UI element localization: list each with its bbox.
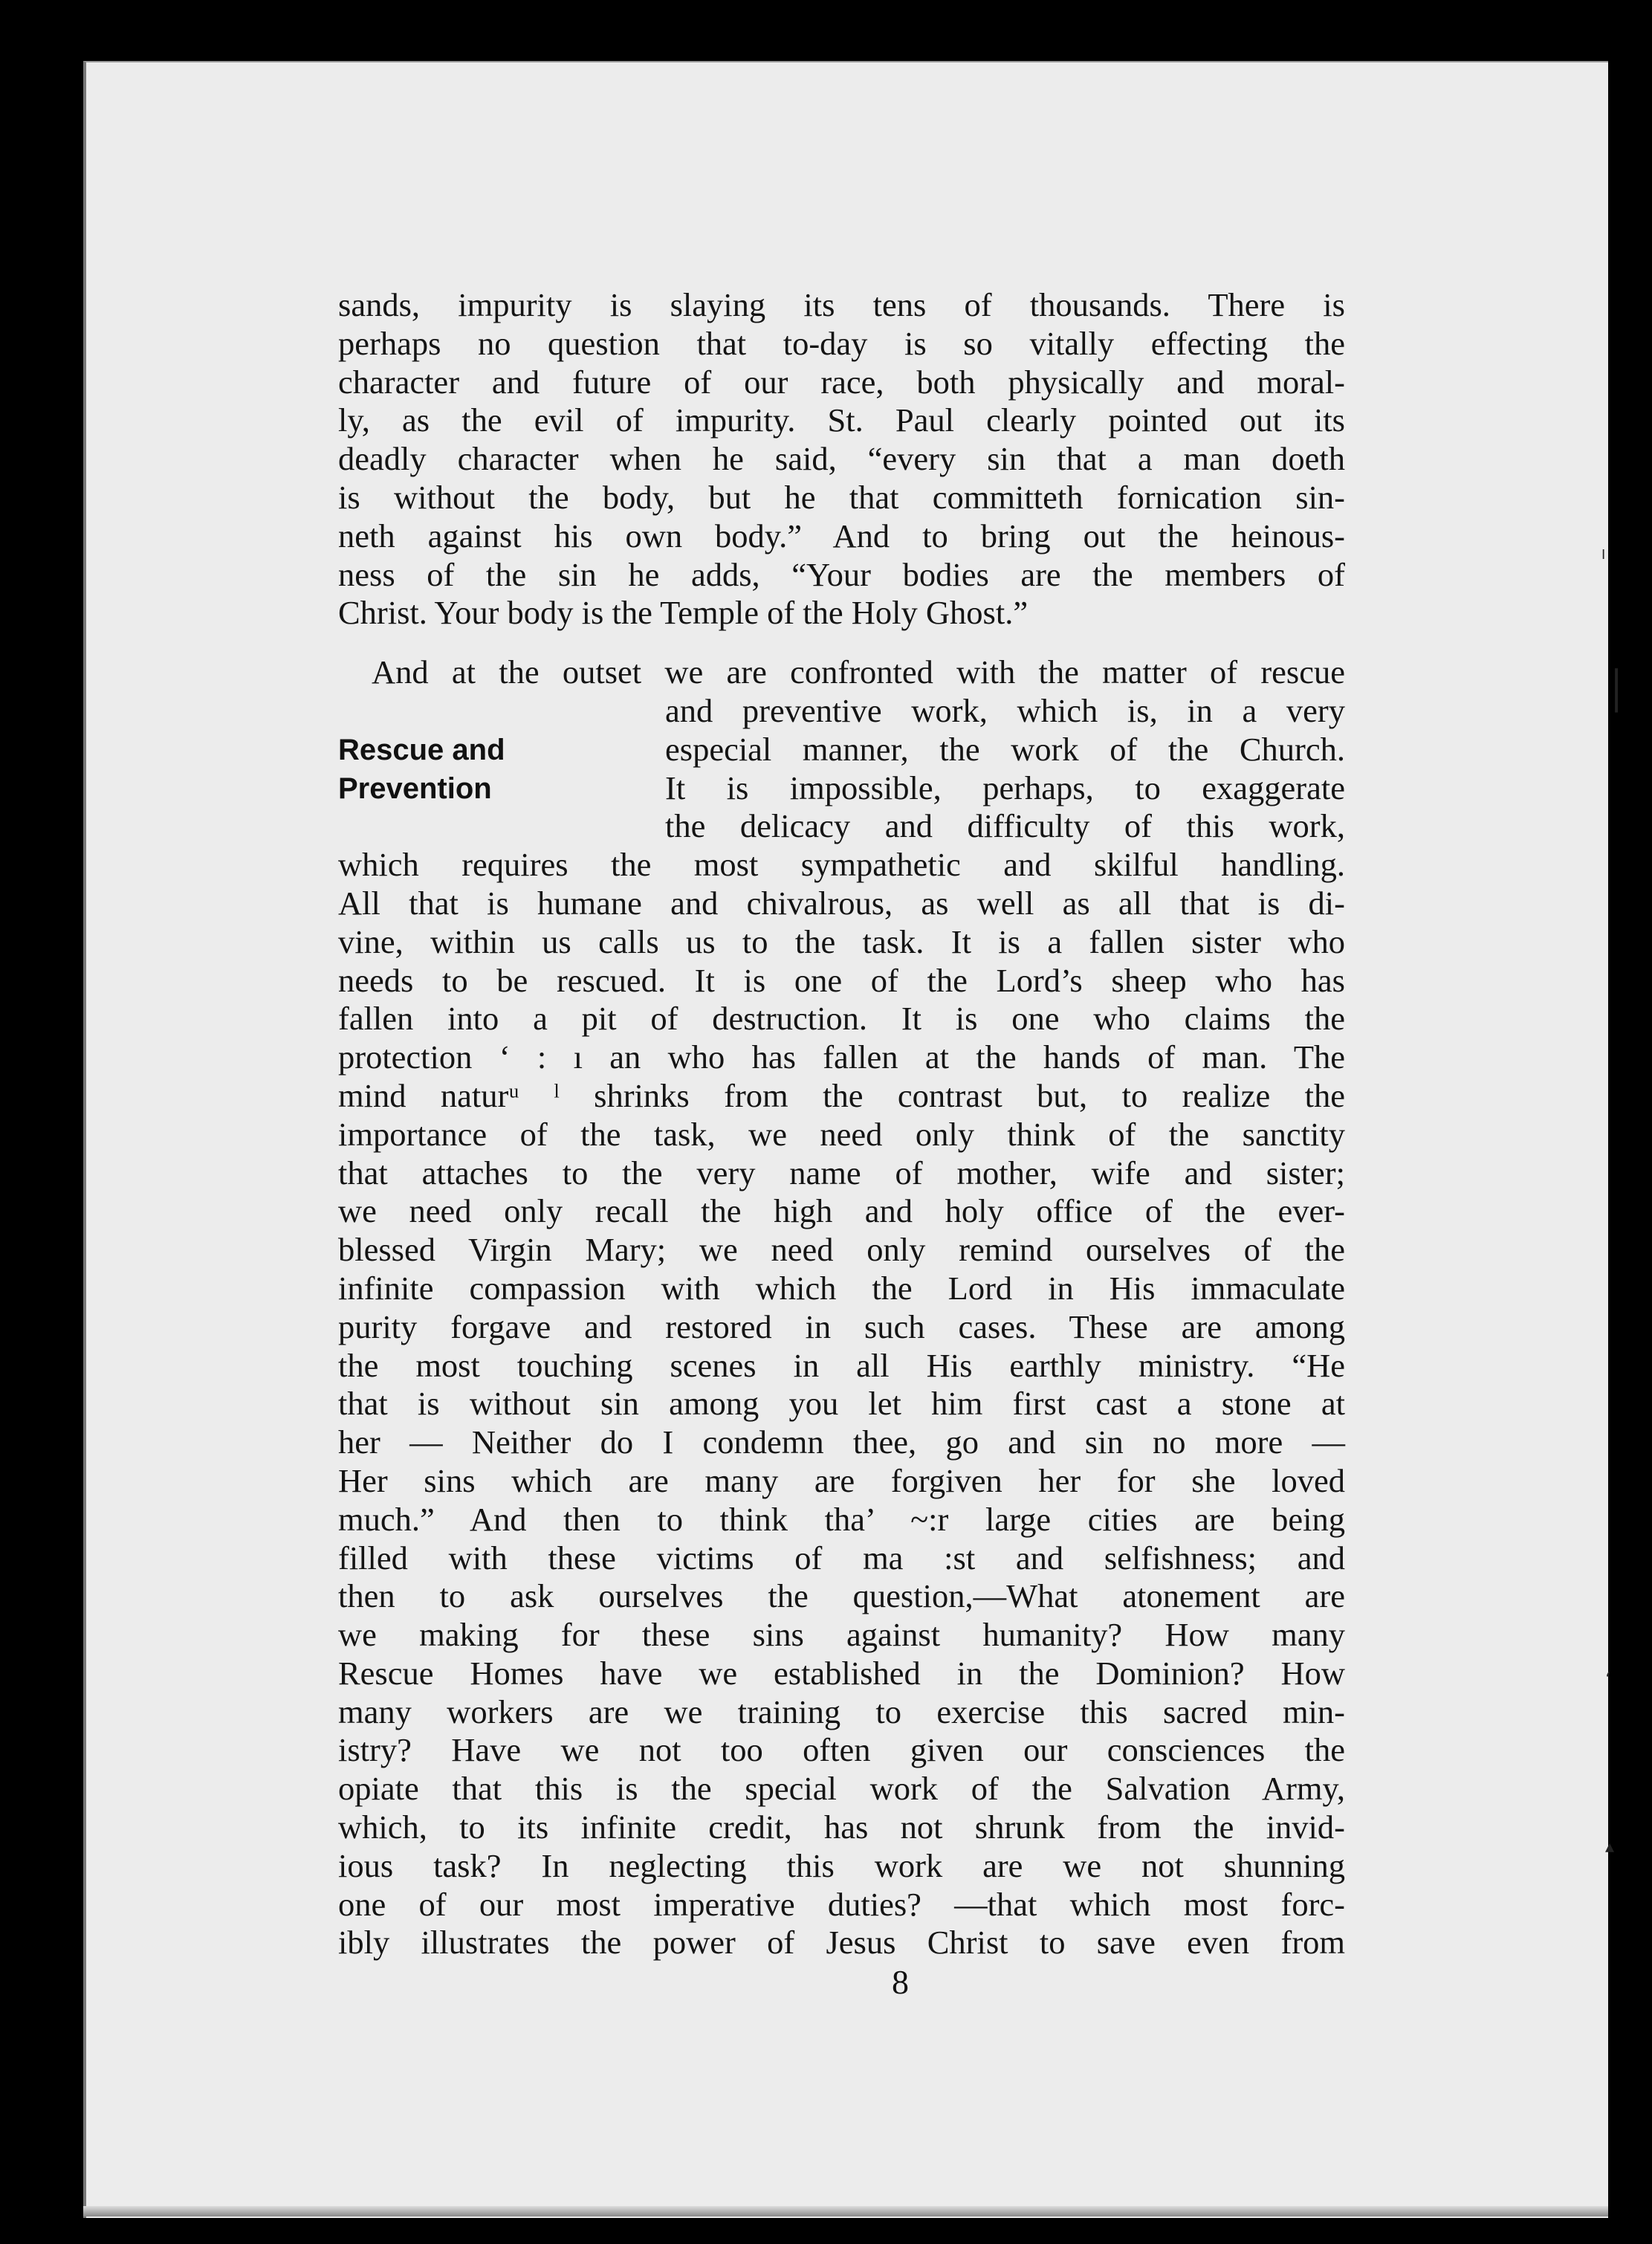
sidenote-adjacent-text	[665, 692, 1345, 846]
scan-margin-mark: ʻ	[1605, 1669, 1612, 1691]
text-line: Christ. Your body is the Temple of the Holy Ghost.”	[338, 594, 1029, 632]
text-line: infinite compassion with which the Lord in His immaculate	[338, 1269, 1345, 1307]
text-line: purity forgave and restored in such cases. These are among	[338, 1307, 1345, 1345]
text-line: ly, as the evil of impurity. St. Paul clearly pointed out its	[338, 401, 1345, 439]
text-line: we need only recall the high and holy office of the ever-	[338, 1192, 1345, 1230]
text-line: her — Neither do I condemn thee, go and sin no more —	[338, 1423, 1345, 1461]
scan-border	[1608, 45, 1652, 2244]
paragraph-2	[338, 653, 1345, 1962]
text-line: is without the body, but he that committeth fornication sin-	[338, 478, 1345, 516]
sidenote-block	[338, 692, 1345, 846]
text-line: ious task? In neglecting this work are we not shunning	[338, 1846, 1345, 1884]
text-line: istry? Have we not too often given our consciences the	[338, 1731, 1345, 1769]
paragraph-1	[338, 286, 1345, 633]
text-line: And at the outset we are confronted with the matter of rescue	[372, 653, 1345, 691]
text-line: blessed Virgin Mary; we need only remind ourselves of the	[338, 1231, 1345, 1269]
text-line: vine, within us calls us to the task. It is a fallen sister who	[338, 922, 1345, 960]
text-line: fallen into a pit of destruction. It is one who claims the	[338, 1000, 1345, 1038]
text-line: especial manner, the work of the Church.	[665, 730, 1345, 768]
text-line: which requires the most sympathetic and skilful handling.	[338, 846, 1345, 884]
text-line: we making for these sins against humanity? How many	[338, 1616, 1345, 1654]
text-line: the delicacy and difficulty of this work,	[665, 807, 1345, 845]
text-line: importance of the task, we need only think of the sanctity	[338, 1115, 1345, 1153]
page-number: 8	[892, 1963, 909, 2001]
text-line: sands, impurity is slaying its tens of thousands. There is	[338, 286, 1345, 323]
sidenote-line: Prevention	[338, 772, 492, 805]
text-line: protection ‘ : ı an who has fallen at the hands of man. The	[338, 1038, 1345, 1076]
text-line: mind naturᵘ ˡ shrinks from the contrast but, to realize the	[338, 1076, 1345, 1114]
text-line: ibly illustrates the power of Jesus Christ to save even from	[338, 1924, 1345, 1962]
text-line: Her sins which are many are forgiven her for she loved	[338, 1461, 1345, 1499]
scan-margin-mark: ˡ	[1601, 546, 1605, 572]
sidenote-line: Rescue and	[338, 733, 505, 766]
page-bottom-edge	[83, 2206, 1608, 2216]
text-line: It is impossible, perhaps, to exaggerate	[665, 769, 1345, 806]
text-line: All that is humane and chivalrous, as well as all that is di-	[338, 884, 1345, 922]
sidenote-heading	[338, 692, 665, 846]
body-text	[338, 286, 1345, 1962]
text-line: which, to its infinite credit, has not shrunk from the invid-	[338, 1808, 1345, 1846]
text-line: one of our most imperative duties? —that which most forc-	[338, 1885, 1345, 1923]
text-line: the most touching scenes in all His earthly ministry. “He	[338, 1346, 1345, 1384]
text-line: opiate that this is the special work of the Salvation Army,	[338, 1770, 1345, 1808]
text-line: needs to be rescued. It is one of the Lord’s sheep who has	[338, 961, 1345, 999]
text-line: much.” And then to think tha’ ~:r large cities are being	[338, 1500, 1345, 1538]
text-line: perhaps no question that to-day is so vitally effecting the	[338, 324, 1345, 362]
scan-margin-mark: ▴	[1605, 1836, 1615, 1857]
text-line: then to ask ourselves the question,—What atonement are	[338, 1577, 1345, 1615]
text-line: filled with these victims of ma :st and selfishness; and	[338, 1539, 1345, 1577]
text-line: many workers are we training to exercise this sacred min-	[338, 1692, 1345, 1730]
text-line: that is without sin among you let him first cast a stone at	[338, 1385, 1345, 1423]
text-line: that attaches to the very name of mother, wife and sister;	[338, 1154, 1345, 1191]
text-line: neth against his own body.” And to bring out the heinous-	[338, 517, 1345, 554]
scan-margin-mark: │	[1605, 669, 1628, 712]
text-line: Rescue Homes have we established in the Dominion? How	[338, 1654, 1345, 1692]
text-line: deadly character when he said, “every sin that a man doeth	[338, 440, 1345, 478]
text-line: character and future of our race, both physically and moral-	[338, 363, 1345, 401]
text-line: ness of the sin he adds, “Your bodies are the members of	[338, 555, 1345, 593]
text-line: and preventive work, which is, in a very	[665, 691, 1345, 729]
